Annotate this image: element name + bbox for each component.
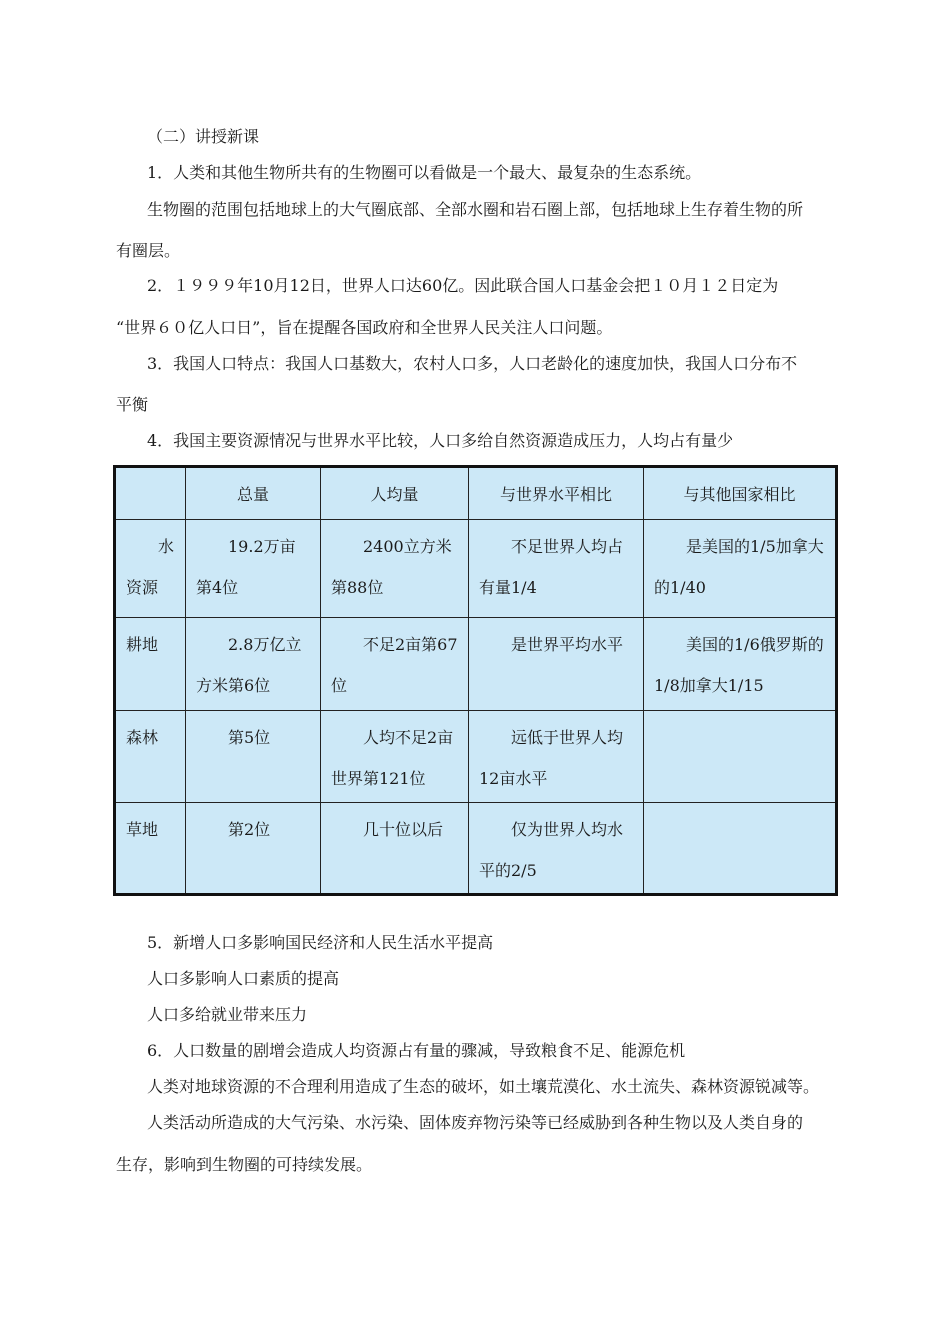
- paragraph-2-end: “世界６０亿人口日”，旨在提醒各国政府和全世界人民关注人口问题。: [116, 318, 613, 337]
- table-cell: [644, 803, 835, 893]
- table-cell: 不足世界人均占有量1/4: [469, 520, 644, 618]
- table-cell: 耕地: [116, 618, 186, 711]
- table-cell: 2400立方米第88位: [321, 520, 469, 618]
- table-cell: 美国的1/6俄罗斯的1/8加拿大1/15: [644, 618, 835, 711]
- paragraph-3-end: 平衡: [116, 395, 149, 414]
- table-cell: 仅为世界人均水平的2/5: [469, 803, 644, 893]
- paragraph-1-cont: 生物圈的范围包括地球上的大气圈底部、全部水圈和岩石圈上部，包括地球上生存着生物的所: [147, 200, 804, 219]
- paragraph-6-line2: 人类对地球资源的不合理利用造成了生态的破坏，如土壤荒漠化、水土流失、森林资源锐减等。: [147, 1077, 820, 1096]
- table-cell: 第2位: [186, 803, 321, 893]
- paragraph-5: 5．新增人口多影响国民经济和人民生活水平提高: [147, 933, 494, 952]
- paragraph-4: 4．我国主要资源情况与世界水平比较，人口多给自然资源造成压力，人均占有量少: [147, 431, 734, 450]
- table-cell: 19.2万亩第4位: [186, 520, 321, 618]
- paragraph-6: 6．人口数量的剧增会造成人均资源占有量的骤减，导致粮食不足、能源危机: [147, 1041, 686, 1060]
- table-header-cell: 与世界水平相比: [469, 468, 644, 520]
- table-cell: 第5位: [186, 711, 321, 803]
- table-cell: 几十位以后: [321, 803, 469, 893]
- paragraph-3: 3．我国人口特点：我国人口基数大，农村人口多，人口老龄化的速度加快，我国人口分布不: [147, 354, 798, 373]
- table-cell: 2.8万亿立方米第6位: [186, 618, 321, 711]
- table-cell: 是美国的1/5加拿大的1/40: [644, 520, 835, 618]
- table-cell: 不足2亩第67位: [321, 618, 469, 711]
- table-cell: 草地: [116, 803, 186, 893]
- resource-table: [113, 465, 838, 896]
- table-cell: 远低于世界人均12亩水平: [469, 711, 644, 803]
- table-cell: 森林: [116, 711, 186, 803]
- paragraph-2: 2．１９９９年10月12日，世界人口达60亿。因此联合国人口基金会把１０月１２日定为: [147, 276, 779, 295]
- table-header-cell: 总量: [186, 468, 321, 520]
- table-header-cell: 人均量: [321, 468, 469, 520]
- paragraph-5-line2: 人口多影响人口素质的提高: [147, 969, 340, 988]
- table-header-cell: 与其他国家相比: [644, 468, 835, 520]
- paragraph-1: 1．人类和其他生物所共有的生物圈可以看做是一个最大、最复杂的生态系统。: [147, 163, 702, 182]
- table-cell: 水资源: [116, 520, 186, 618]
- table-cell: 是世界平均水平: [469, 618, 644, 711]
- paragraph-6-end: 生存，影响到生物圈的可持续发展。: [116, 1155, 373, 1174]
- paragraph-5-line3: 人口多给就业带来压力: [147, 1005, 308, 1024]
- paragraph-6-line3: 人类活动所造成的大气污染、水污染、固体废弃物污染等已经威胁到各种生物以及人类自身的: [147, 1113, 804, 1132]
- paragraph-1-end: 有圈层。: [116, 241, 181, 260]
- table-cell: [644, 711, 835, 803]
- section-heading: （二）讲授新课: [147, 127, 260, 146]
- table-cell: 人均不足2亩世界第121位: [321, 711, 469, 803]
- table-header-cell: [116, 468, 186, 520]
